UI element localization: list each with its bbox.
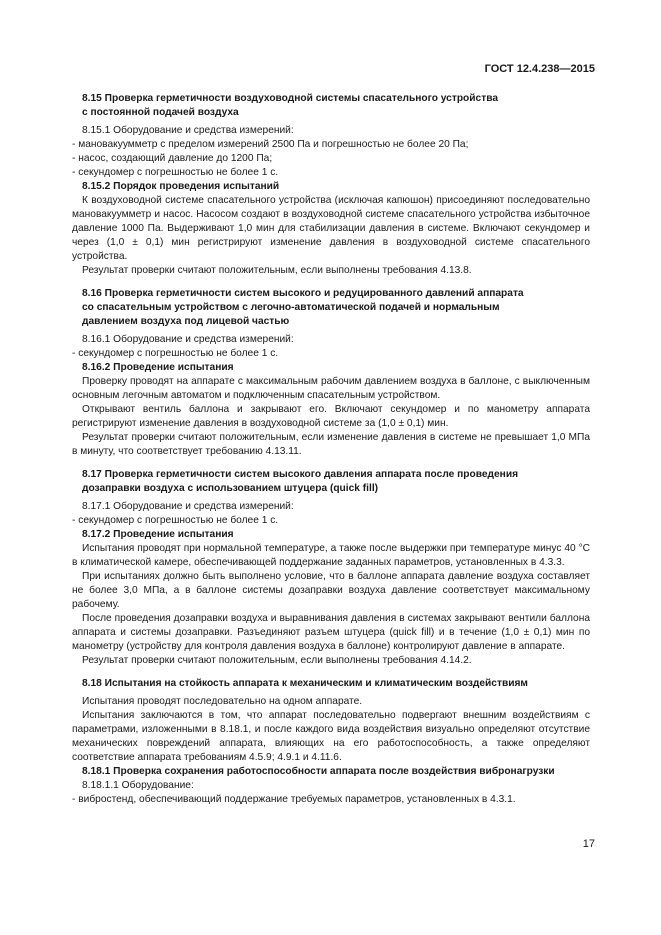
subsection-title: 8.18.1 Проверка сохранения работоспособности аппарата после воздействия вибронагрузки bbox=[82, 766, 555, 777]
subsection-title: 8.17.2 Проведение испытания bbox=[82, 529, 234, 540]
paragraph: Проверку проводят на аппарате с максимальным рабочим давлением воздуха в баллоне, с выключенным основным легочным автоматом и подключенным спасательным устройством. bbox=[72, 376, 590, 401]
section-8-15-title bbox=[72, 92, 590, 120]
list-item: - секундомер с погрешностью не более 1 с. bbox=[72, 348, 279, 359]
paragraph: После проведения дозаправки воздуха и выравнивания давления в системах закрывают вентили баллона аппарата и системы дозаправки. Разъединяют разъем штуцера (quick fill) и в течение (1,0 ± 0,1) мин по манометру (устройству для контроля давления воздуха в баллоне) контролируют давление в аппарате. bbox=[72, 613, 590, 652]
section-8-17-title bbox=[72, 468, 590, 496]
paragraph: Испытания проводят при нормальной температуре, а также после выдержки при температуре минус 40 °С в климатической камере, обеспечивающей поддержание заданных параметров, установленных в 4.3.3. bbox=[72, 543, 590, 568]
list-item: - мановакуумметр с пределом измерений 2500 Па и погрешностью не более 20 Па; bbox=[72, 139, 469, 150]
subsection-title: 8.15.2 Порядок проведения испытаний bbox=[82, 181, 280, 192]
paragraph: Испытания заключаются в том, что аппарат последовательно подвергают внешним воздействиям с параметрами, изложенными в 8.18.1, и после каждого вида воздействия визуально определяют отсутствие механических повреждений аппарата, влияющих на его работоспособность, а также определяют соответствие аппарата требованиям 4.5.9; 4.9.1 и 4.11.6. bbox=[72, 710, 590, 763]
section-8-18-title bbox=[72, 677, 590, 691]
list-item: - секундомер с погрешностью не более 1 с. bbox=[72, 167, 279, 178]
paragraph: При испытаниях должно быть выполнено условие, что в баллоне аппарата давление воздуха составляет не более 3,0 МПа, а в баллоне системы дозаправки воздуха давление соответствует максимальному рабочему. bbox=[72, 571, 590, 610]
paragraph: Результат проверки считают положительным, если выполнены требования 4.13.8. bbox=[82, 265, 472, 276]
paragraph: Результат проверки считают положительным, если изменение давления в системе не превышает 1,0 МПа в минуту, что соответствует требованию 4.13.11. bbox=[72, 432, 590, 457]
paragraph: К воздуховодной системе спасательного устройства (исключая капюшон) присоединяют последовательно мановакуумметр и насос. Насосом создают в воздуховодной системе спасательного устройства избыточное давление 1000 Па. Выдерживают 1,0 мин для стабилизации давления в системе. Включают секундомер и через (1,0 ± 0,1) мин регистрируют изменение давления в воздуховодной системе спасательного устройства. bbox=[72, 195, 590, 262]
paragraph: Открывают вентиль баллона и закрывают его. Включают секундомер и по манометру аппарата регистрируют изменение давления в воздуховодной системе за (1,0 ± 0,1) мин. bbox=[72, 404, 590, 429]
section-title-line: дозаправки воздуха с использованием штуцера (quick fill) bbox=[82, 483, 379, 494]
section-8-16-title bbox=[72, 287, 590, 329]
list-item: - секундомер с погрешностью не более 1 с. bbox=[72, 515, 279, 526]
section-title-line: 8.16 Проверка герметичности систем высокого и редуцированного давлений аппарата bbox=[82, 288, 524, 299]
paragraph: 8.17.1 Оборудование и средства измерений: bbox=[82, 501, 294, 512]
section-title-line: с постоянной подачей воздуха bbox=[82, 107, 239, 118]
list-item: - насос, создающий давление до 1200 Па; bbox=[72, 153, 273, 164]
page-content bbox=[72, 92, 590, 807]
list-item: - вибростенд, обеспечивающий поддержание требуемых параметров, установленных в 4.3.1. bbox=[72, 794, 516, 805]
page-number: 17 bbox=[582, 838, 595, 850]
subsection-title: 8.16.2 Проведение испытания bbox=[82, 362, 234, 373]
paragraph: 8.18.1.1 Оборудование: bbox=[82, 780, 194, 791]
section-title-line: 8.17 Проверка герметичности систем высокого давления аппарата после проведения bbox=[82, 469, 519, 480]
document-code: ГОСТ 12.4.238—2015 bbox=[484, 63, 595, 75]
section-title-line: давлением воздуха под лицевой частью bbox=[82, 316, 290, 327]
paragraph: 8.16.1 Оборудование и средства измерений: bbox=[82, 334, 294, 345]
section-title-line: 8.15 Проверка герметичности воздуховодной системы спасательного устройства bbox=[82, 93, 498, 104]
paragraph: 8.15.1 Оборудование и средства измерений: bbox=[82, 125, 294, 136]
paragraph: Испытания проводят последовательно на одном аппарате. bbox=[82, 696, 363, 707]
section-title-line: со спасательным устройством с легочно-автоматической подачей и нормальным bbox=[82, 302, 500, 313]
section-title-line: 8.18 Испытания на стойкость аппарата к механическим и климатическим воздействиям bbox=[82, 678, 528, 689]
paragraph: Результат проверки считают положительным, если выполнены требования 4.14.2. bbox=[82, 655, 472, 666]
